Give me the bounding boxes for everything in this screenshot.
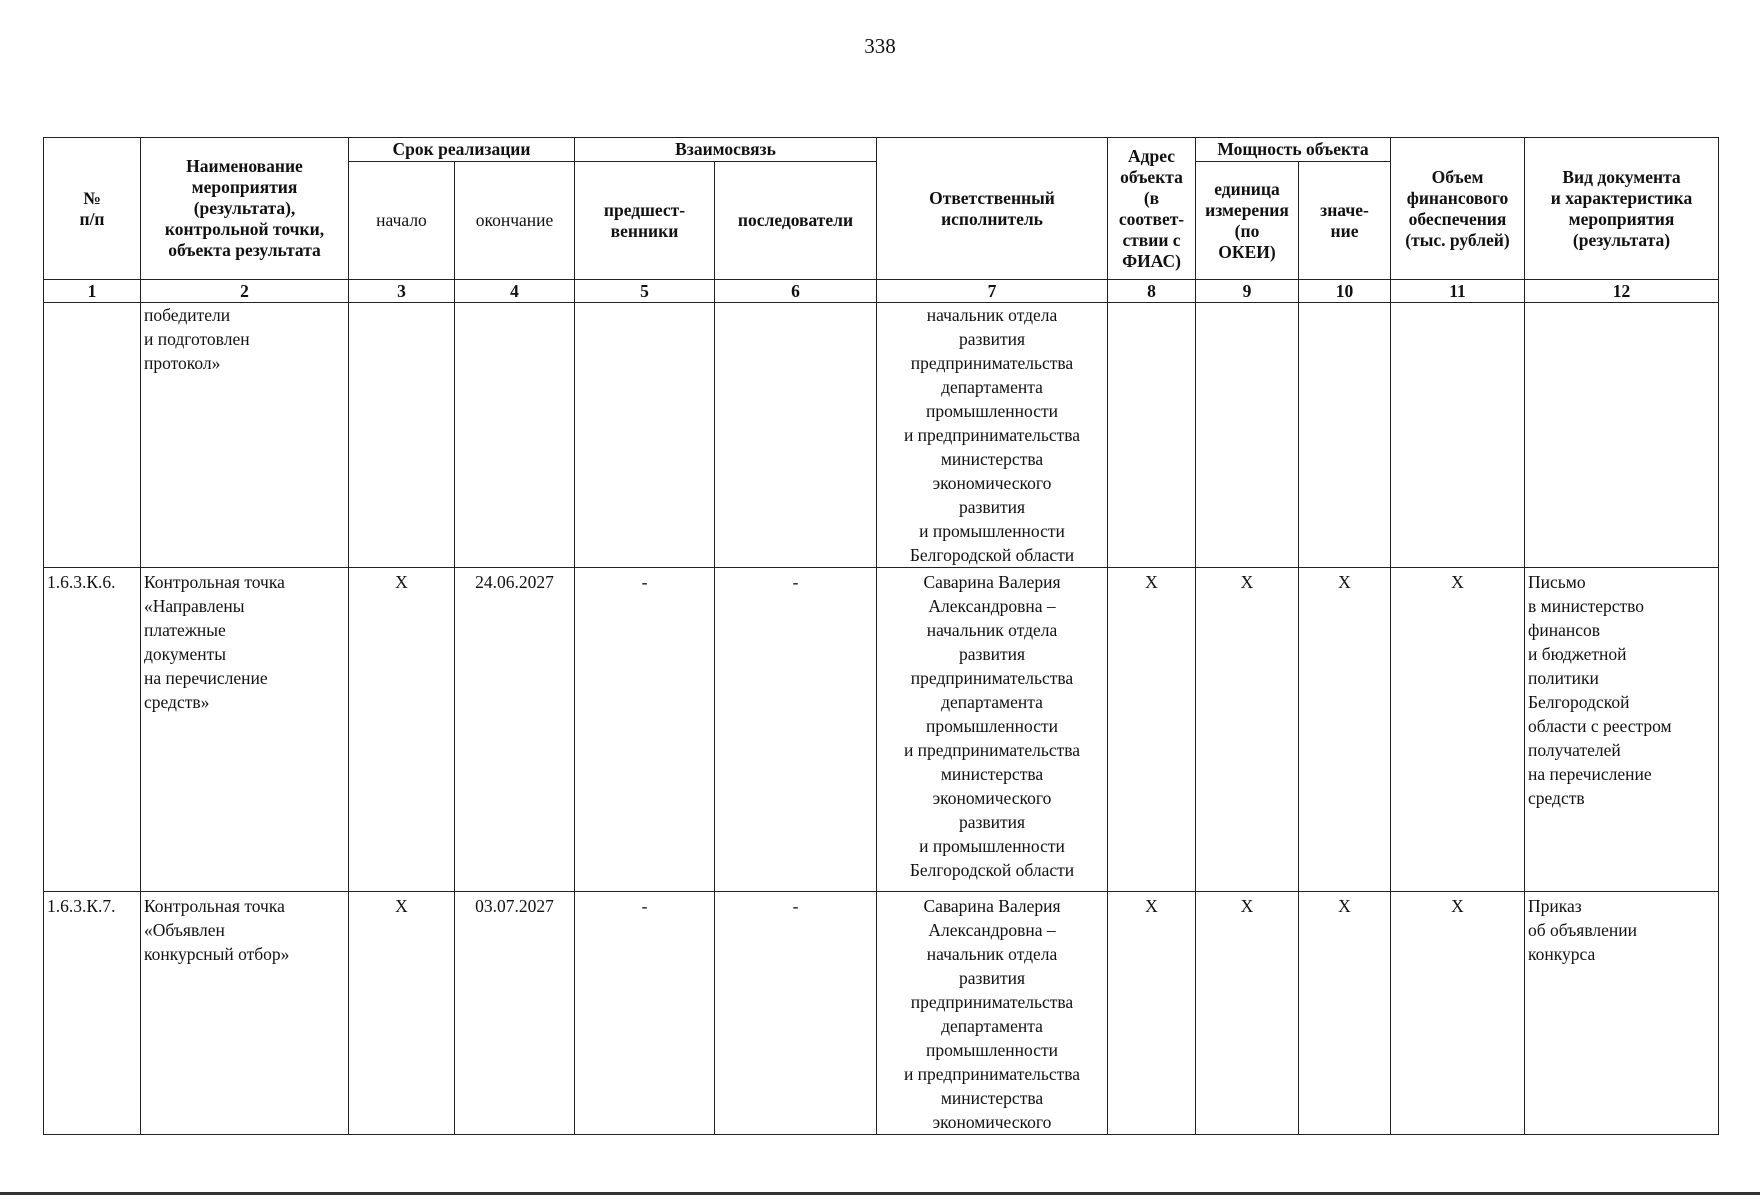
table-row	[44, 303, 1719, 568]
row-doc	[1525, 303, 1719, 568]
row-unit: X	[1196, 568, 1299, 892]
table-row	[44, 568, 1719, 892]
row-responsible: Саварина Валерия Александровна – начальник отдела развития предпринимательства департамента промышленности и предпринимательства министерства экономического	[877, 892, 1108, 1135]
row-name: Контрольная точка «Направлены платежные документы на перечисление средств»	[141, 568, 349, 892]
row-value: X	[1299, 568, 1391, 892]
row-pred	[575, 303, 715, 568]
row-pred: -	[575, 892, 715, 1135]
row-num: 1.6.3.К.6.	[44, 568, 141, 892]
row-unit	[1196, 303, 1299, 568]
row-address: X	[1108, 568, 1196, 892]
row-value: X	[1299, 892, 1391, 1135]
header-start: начало	[349, 162, 455, 280]
row-finance: X	[1391, 892, 1525, 1135]
activities-table	[43, 137, 1719, 1135]
row-pred: -	[575, 568, 715, 892]
header-doc: Вид документа и характеристика мероприятия (результата)	[1525, 138, 1719, 280]
row-finance	[1391, 303, 1525, 568]
page-number: 338	[864, 34, 896, 58]
col-number: 4	[455, 280, 575, 303]
header-address: Адрес объекта (в соответ- ствии с ФИАС)	[1108, 138, 1196, 280]
row-address	[1108, 303, 1196, 568]
header-name: Наименование мероприятия (результата), контрольной точки, объекта результата	[141, 138, 349, 280]
header-unit: единица измерения (по ОКЕИ)	[1196, 162, 1299, 280]
header-end: окончание	[455, 162, 575, 280]
row-value	[1299, 303, 1391, 568]
row-end: 03.07.2027	[455, 892, 575, 1135]
row-doc: Приказ об объявлении конкурса	[1525, 892, 1719, 1135]
row-post: -	[715, 568, 877, 892]
col-number: 1	[44, 280, 141, 303]
header-num: № п/п	[44, 138, 141, 280]
col-number: 12	[1525, 280, 1719, 303]
row-doc: Письмо в министерство финансов и бюджетной политики Белгородской области с реестром получателей на перечисление средств	[1525, 568, 1719, 892]
col-number: 7	[877, 280, 1108, 303]
row-start	[349, 303, 455, 568]
col-number: 11	[1391, 280, 1525, 303]
row-unit: X	[1196, 892, 1299, 1135]
row-end	[455, 303, 575, 568]
col-number: 2	[141, 280, 349, 303]
header-value: значе- ние	[1299, 162, 1391, 280]
row-address: X	[1108, 892, 1196, 1135]
col-number: 8	[1108, 280, 1196, 303]
row-start: X	[349, 568, 455, 892]
row-responsible: начальник отдела развития предпринимательства департамента промышленности и предпринимательства министерства экономического развития и промышленности Белгородской области	[877, 303, 1108, 568]
row-responsible: Саварина Валерия Александровна – начальник отдела развития предпринимательства департамента промышленности и предпринимательства министерства экономического развития и промышленности Белгородской области	[877, 568, 1108, 892]
bottom-rule	[0, 1192, 1760, 1195]
col-number: 9	[1196, 280, 1299, 303]
row-name: победители и подготовлен протокол»	[141, 303, 349, 568]
row-finance: X	[1391, 568, 1525, 892]
row-name: Контрольная точка «Объявлен конкурсный отбор»	[141, 892, 349, 1135]
row-post: -	[715, 892, 877, 1135]
header-pred: предшест- венники	[575, 162, 715, 280]
header-power: Мощность объекта	[1196, 138, 1391, 162]
row-num	[44, 303, 141, 568]
row-end: 24.06.2027	[455, 568, 575, 892]
header-post: последователи	[715, 162, 877, 280]
col-number: 6	[715, 280, 877, 303]
col-number: 5	[575, 280, 715, 303]
row-start: X	[349, 892, 455, 1135]
row-post	[715, 303, 877, 568]
header-link: Взаимосвязь	[575, 138, 877, 162]
col-number: 10	[1299, 280, 1391, 303]
header-responsible: Ответственный исполнитель	[877, 138, 1108, 280]
col-number: 3	[349, 280, 455, 303]
row-num: 1.6.3.К.7.	[44, 892, 141, 1135]
header-finance: Объем финансового обеспечения (тыс. рублей)	[1391, 138, 1525, 280]
header-srok: Срок реализации	[349, 138, 575, 162]
table-row	[44, 892, 1719, 1135]
